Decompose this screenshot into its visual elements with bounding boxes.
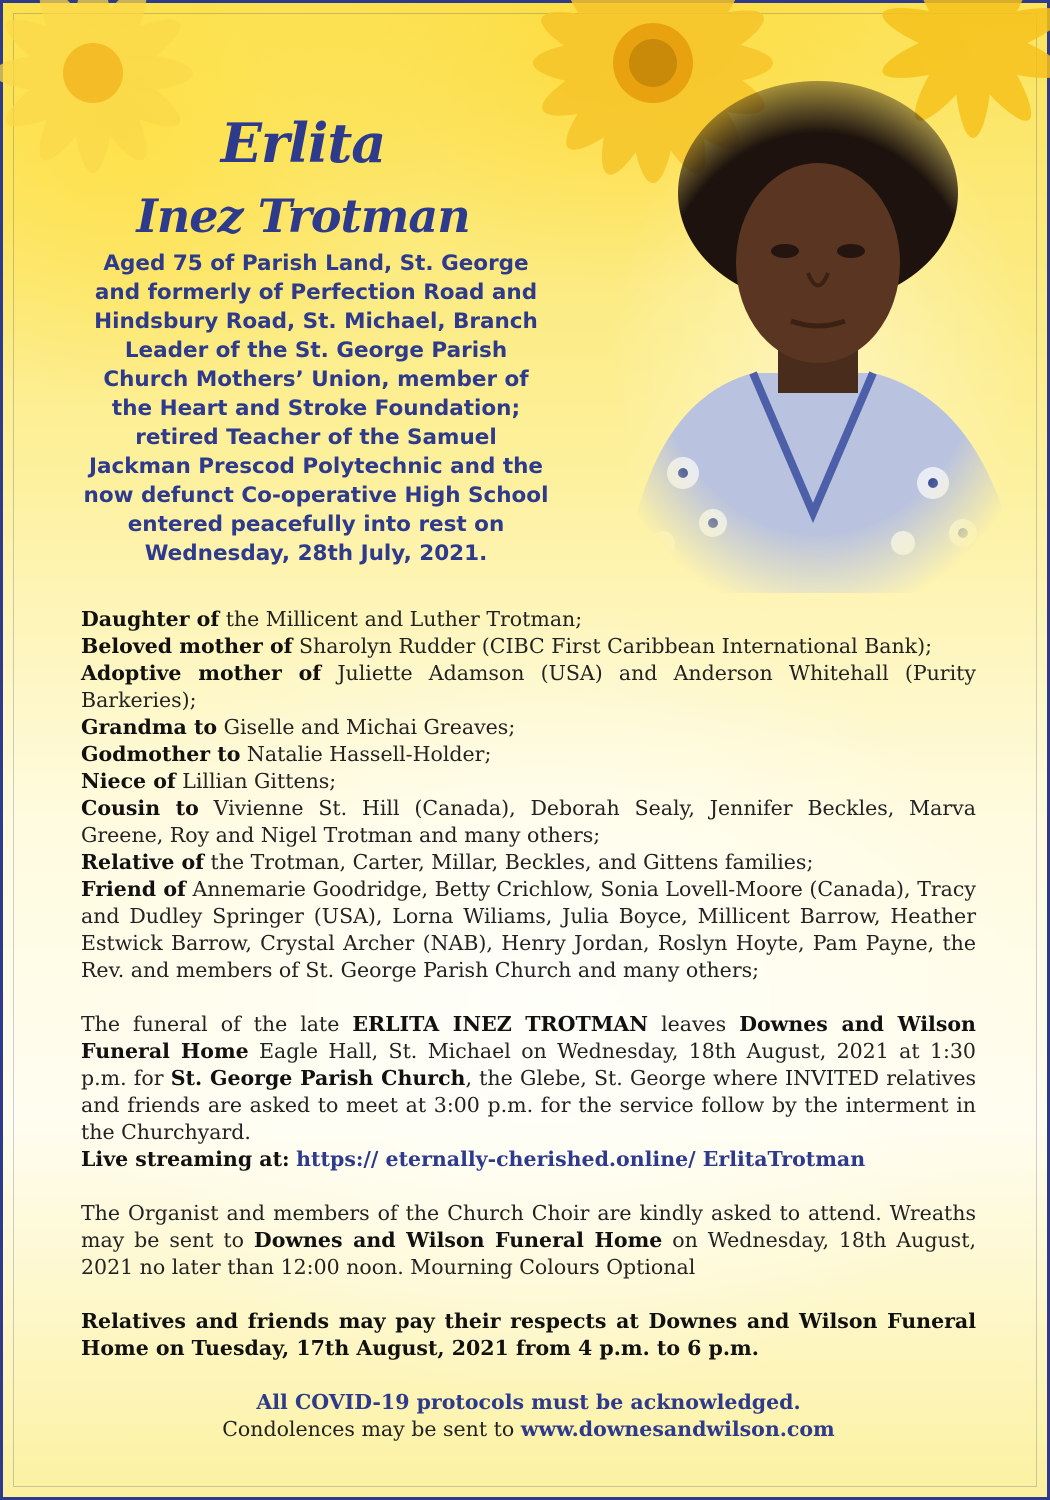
relative-text: Natalie Hassell-Holder; <box>246 742 492 766</box>
funeral-text: , the Glebe, St. George where INVITED relatives and friends are asked to meet at 3:00 p.m. for the service follow by the interment in the Churchyard. <box>81 1066 976 1144</box>
deceased-first-name: Erlita <box>220 111 386 175</box>
relative-text: Sharolyn Rudder (CIBC First Caribbean International Bank); <box>299 634 933 658</box>
relative-label: Daughter of <box>81 607 220 631</box>
relative-text: Vivienne St. Hill (Canada), Deborah Sealy, Jennifer Beckles, Marva Greene, Roy and Nigel Trotman and many others; <box>81 796 976 847</box>
respects-text: Relatives and friends may pay their respects at Downes and Wilson Funeral Home on Tuesday, 17th August, 2021 from 4 p.m. to 6 p.m. <box>81 1309 976 1360</box>
live-stream-label: Live streaming at: <box>81 1147 290 1171</box>
condolences-line <box>81 1416 976 1443</box>
relative-line <box>81 768 976 795</box>
relative-line <box>81 660 976 714</box>
funeral-home-name: Downes and Wilson Funeral Home <box>81 1012 976 1063</box>
relative-text: Lillian Gittens; <box>182 769 337 793</box>
relative-label: Relative of <box>81 850 204 874</box>
relative-line <box>81 876 976 984</box>
funeral-text: Eagle Hall, St. Michael on Wednesday, 18th August, 2021 at 1:30 p.m. for <box>81 1039 976 1090</box>
relative-line <box>81 741 976 768</box>
organist-paragraph <box>81 1200 976 1281</box>
deceased-name-caps: ERLITA INEZ TROTMAN <box>352 1012 649 1036</box>
condolences-link[interactable]: www.downesandwilson.com <box>520 1417 835 1441</box>
relative-text: Juliette Adamson (USA) and Anderson Whitehall (Purity Barkeries); <box>81 661 976 712</box>
relative-line <box>81 795 976 849</box>
funeral-text: The funeral of the late <box>81 1012 340 1036</box>
funeral-home-name: Downes and Wilson Funeral Home <box>253 1228 663 1252</box>
funeral-text: leaves <box>661 1012 727 1036</box>
obituary-body <box>81 606 976 1443</box>
respects-paragraph <box>81 1308 976 1362</box>
relative-text: Giselle and Michai Greaves; <box>223 715 516 739</box>
relative-text: the Trotman, Carter, Millar, Beckles, and Gittens families; <box>210 850 814 874</box>
live-stream-link[interactable]: https:// eternally-cherished.online/ ErlitaTrotman <box>296 1147 866 1171</box>
relative-label: Niece of <box>81 769 176 793</box>
condolences-text: Condolences may be sent to <box>222 1417 515 1441</box>
relative-line <box>81 849 976 876</box>
relative-label: Grandma to <box>81 715 218 739</box>
organist-text: The Organist and members of the Church Choir are kindly asked to attend. Wreaths may be sent to <box>81 1201 976 1252</box>
church-name: St. George Parish Church <box>170 1066 466 1090</box>
relative-label: Godmother to <box>81 742 241 766</box>
relative-line <box>81 606 976 633</box>
deceased-last-name: Inez Trotman <box>136 189 470 243</box>
obituary-intro: Aged 75 of Parish Land, St. George and formerly of Perfection Road and Hindsbury Road, St. Michael, Branch Leader of the St. George Parish Church Mothers’ Union, member of the Heart and Stroke Foundation; retired Teacher of the Samuel Jackman Prescod Polytechnic and the now defunct Co-operative High School entered peacefully into rest on Wednesday, 28th July, 2021. <box>83 251 549 566</box>
relative-label: Friend of <box>81 877 186 901</box>
relative-line <box>81 714 976 741</box>
relative-label: Beloved mother of <box>81 634 293 658</box>
relative-text: the Millicent and Luther Trotman; <box>225 607 583 631</box>
relatives-list <box>81 606 976 984</box>
relative-label: Adoptive mother of <box>81 661 322 685</box>
portrait-photo <box>603 73 1033 593</box>
funeral-paragraph <box>81 1011 976 1173</box>
relative-text: Annemarie Goodridge, Betty Crichlow, Sonia Lovell-Moore (Canada), Tracy and Dudley Springer (USA), Lorna Wiliams, Julia Boyce, Millicent Barrow, Heather Estwick Barrow, Crystal Archer (NAB), Henry Jordan, Roslyn Hoyte, Pam Payne, the Rev. and members of St. George Parish Church and many others; <box>81 877 976 982</box>
covid-notice: All COVID-19 protocols must be acknowledged. <box>256 1390 801 1414</box>
relative-line <box>81 633 976 660</box>
organist-text: on Wednesday, 18th August, 2021 no later than 12:00 noon. Mourning Colours Optional <box>81 1228 976 1279</box>
relative-label: Cousin to <box>81 796 199 820</box>
